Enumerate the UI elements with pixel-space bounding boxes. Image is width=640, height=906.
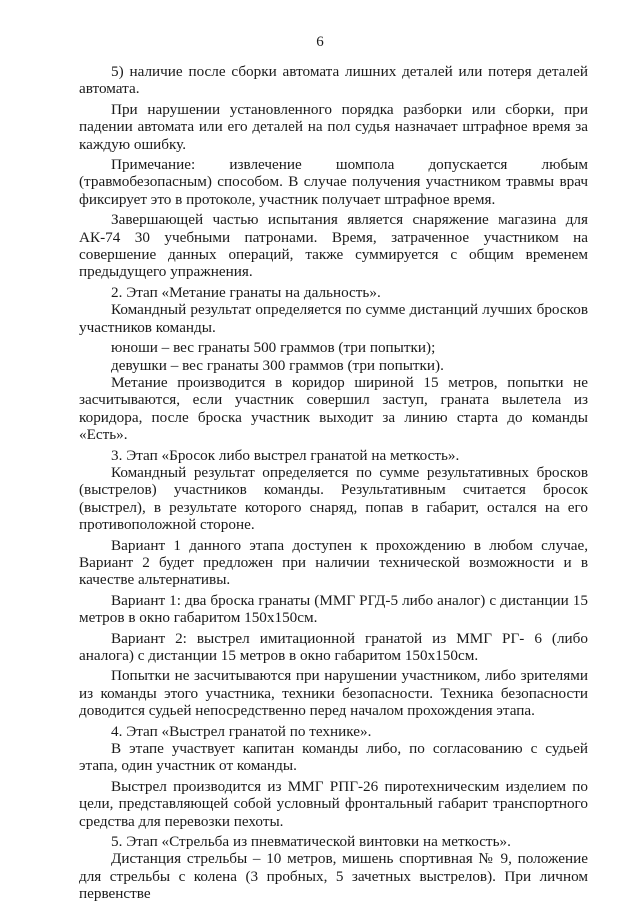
paragraph-stage-3-result: Командный результат определяется по сумме результативных бросков (выстрелов) участников команды. Результативным считается бросок (выстрел), в результате которого снаряд, попав в габарит, остался на его противоположной стороне.: [79, 463, 588, 534]
paragraph-variant-1: Вариант 1: два броска гранаты (ММГ РГД-5 либо аналог) с дистанции 15 метров в окно габаритом 150х150см.: [79, 591, 588, 627]
paragraph-penalty-rules: При нарушении установленного порядка разборки или сборки, при падении автомата или его деталей на пол судья назначает штрафное время за каждую ошибку.: [79, 100, 588, 153]
paragraph-magazine-loading: Завершающей частью испытания является снаряжение магазина для АК-74 30 учебными патронами. Время, затраченное участником на совершение данных операций, также суммируется с общим временем предыдущего упражнения.: [79, 211, 588, 281]
paragraph-safety-rules: Попытки не засчитываются при нарушении участником, либо зрителями из команды этого участника, техники безопасности. Техника безопасности доводится судьей непосредственно перед началом прохождения этапа.: [79, 667, 588, 720]
section-heading-stage-3: 3. Этап «Бросок либо выстрел гранатой на меткость».: [111, 446, 460, 464]
paragraph-note-ramrod: Примечание: извлечение шомпола допускается любым (травмобезопасным) способом. В случае получения участником травмы врач фиксирует это в протоколе, участник получает штрафное время.: [79, 156, 588, 208]
paragraph-variant-2: Вариант 2: выстрел имитационной гранатой из ММГ РГ- 6 (либо аналога) с дистанции 15 метров в окно габаритом 150х150см.: [79, 629, 588, 664]
paragraph-item-5: 5) наличие после сборки автомата лишних деталей или потеря деталей автомата.: [79, 63, 588, 98]
list-item-girls: девушки – вес гранаты 300 граммов (три попытки).: [111, 356, 444, 374]
section-heading-stage-4: 4. Этап «Выстрел гранатой по технике».: [111, 722, 372, 740]
paragraph-throwing-rules: Метание производится в коридор шириной 15 метров, попытки не засчитываются, если участник совершил заступ, граната вылетела из коридора, после броска участник выходит за линию старта до команды «Есть».: [79, 373, 588, 444]
section-heading-stage-2: 2. Этап «Метание гранаты на дальность».: [111, 283, 381, 301]
paragraph-stage-5-distance: Дистанция стрельбы – 10 метров, мишень спортивная № 9, положение для стрельбы с колена (3 пробных, 5 зачетных выстрелов). При личном первенстве: [79, 850, 588, 903]
paragraph-stage-4-shot: Выстрел производится из ММГ РПГ-26 пиротехническим изделием по цели, представляющей собой условный фронтальный габарит транспортного средства для перевозки пехоты.: [79, 777, 588, 830]
paragraph-variant-availability: Вариант 1 данного этапа доступен к прохождению в любом случае, Вариант 2 будет предложен при наличии технической возможности и в качестве альтернативы.: [79, 536, 588, 589]
paragraph-stage-2-result: Командный результат определяется по сумме дистанций лучших бросков участников команды.: [79, 301, 588, 336]
document-body: [79, 63, 588, 906]
page-number: 6: [316, 34, 324, 50]
section-heading-stage-5: 5. Этап «Стрельба из пневматической винтовки на меткость».: [111, 833, 511, 851]
paragraph-stage-4-participant: В этапе участвует капитан команды либо, по согласованию с судьей этапа, один участник от команды.: [79, 740, 588, 775]
list-item-boys: юноши – вес гранаты 500 граммов (три попытки);: [111, 339, 436, 357]
